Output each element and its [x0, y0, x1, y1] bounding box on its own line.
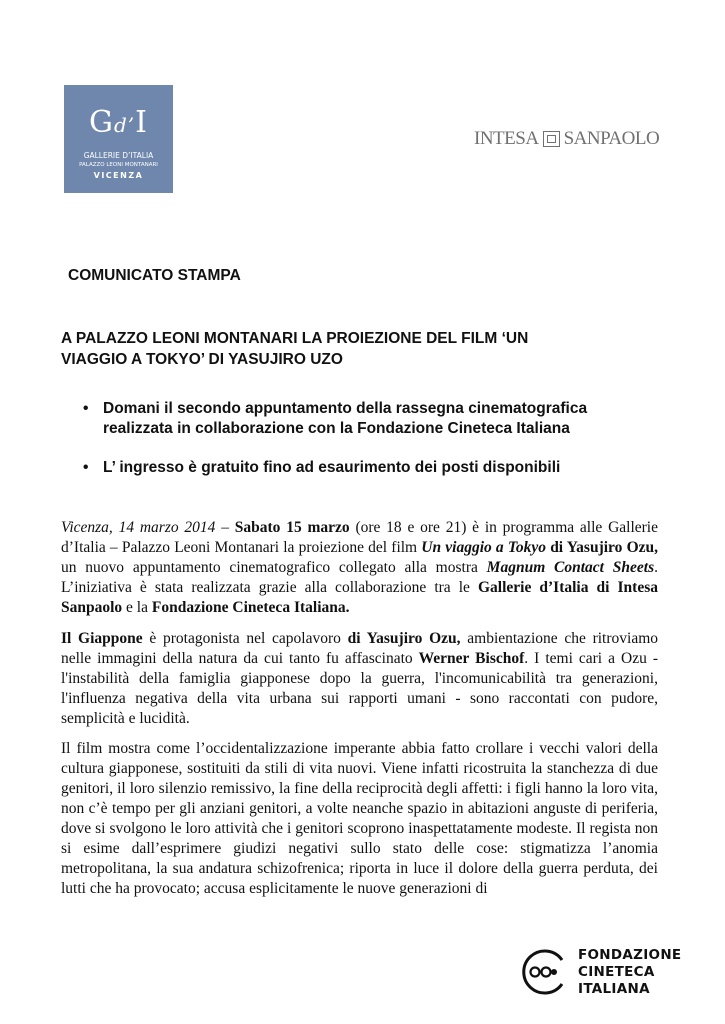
- intesa-logo-right: SANPAOLO: [563, 128, 660, 149]
- fondazione-cineteca-logo: [518, 946, 681, 998]
- intesa-logo-square-icon: [543, 131, 560, 147]
- list-item: • L’ ingresso è gratuito fino ad esaurimento dei posti disponibili: [83, 458, 643, 478]
- gdi-monogram: Gd’I: [89, 105, 148, 140]
- document-label: COMUNICATO STAMPA: [68, 267, 241, 284]
- film-title: Un viaggio a Tokyo: [421, 539, 547, 556]
- headline-line2: VIAGGIO A TOKYO’ DI YASUJIRO UZO: [61, 351, 343, 368]
- paragraph-1: Vicenza, 14 marzo 2014 – Sabato 15 marzo (ore 18 e ore 21) è in programma alle Gallerie d’Italia – Palazzo Leoni Montanari la proiezione del film Un viaggio a Tokyo di Yasujiro Ozu, un nuovo appuntamento cinematografico collegato alla mostra Magnum Contact Sheets. L’iniziativa è stata realizzata grazie alla collaborazione tra le Gallerie d’Italia di Intesa Sanpaolo e la Fondazione Cineteca Italiana.: [61, 519, 658, 616]
- dateline: Vicenza, 14 marzo 2014: [61, 519, 216, 536]
- gdi-logo-line2: PALAZZO LEONI MONTANARI: [79, 162, 158, 168]
- headline-line1: A PALAZZO LEONI MONTANARI LA PROIEZIONE DEL FILM ‘UN: [61, 330, 529, 347]
- intesa-sanpaolo-logo: [474, 128, 659, 150]
- film-reel-icon: [518, 946, 570, 998]
- exhibition-title: Magnum Contact Sheets: [486, 559, 655, 576]
- paragraph-2: Il Giappone è protagonista nel capolavoro di Yasujiro Ozu, ambientazione che ritroviamo nelle immagini della natura da cui tanto fu affascinato Werner Bischof. I temi cari a Ozu - l'instabilità della famiglia giapponese dopo la guerra, l'incomunicabilità tra generazioni, l'influenza negativa della vita urbana sui rapporti umani - sono raccontati con pudore, semplicità e lucidità.: [61, 630, 659, 727]
- gdi-logo-line1: GALLERIE D’ITALIA: [83, 151, 154, 160]
- paragraph-3: Il film mostra come l’occidentalizzazione imperante abbia fatto crollare i vecchi valori della cultura giapponese, sostituiti da stili di vita nuovi. Viene infatti ricostruita la stanchezza di due genitori, il loro silenzio remissivo, la fine della reciprocità degli affetti: i figli hanno la loro vita, non c’è tempo per gli anziani genitori, a volte neanche spazio in abitazioni anguste di periferia, dove si svolgono le loro attività che i genitori scoprono inaspettatamente modeste. Il regista non si esime dall’esprimere giudizi negativi sullo stato delle cose: stigmatizza l’anomia metropolitana, la sua andatura schizofrenica; riporta in luce il dolore della guerra perduta, dei lutti che ha provocato; accusa esplicitamente le nuove generazioni di: [61, 740, 658, 897]
- list-item: • Domani il secondo appuntamento della rassegna cinematografica realizzata in collaborazione con la Fondazione Cineteca Italiana: [83, 399, 643, 439]
- gallerie-ditalia-logo: [64, 85, 173, 193]
- intesa-logo-left: INTESA: [474, 128, 539, 149]
- headline: [61, 328, 621, 370]
- highlights-list: [83, 399, 643, 497]
- fci-wordmark: FONDAZIONE CINETECA ITALIANA: [578, 946, 682, 997]
- gdi-logo-line3: VICENZA: [93, 171, 144, 180]
